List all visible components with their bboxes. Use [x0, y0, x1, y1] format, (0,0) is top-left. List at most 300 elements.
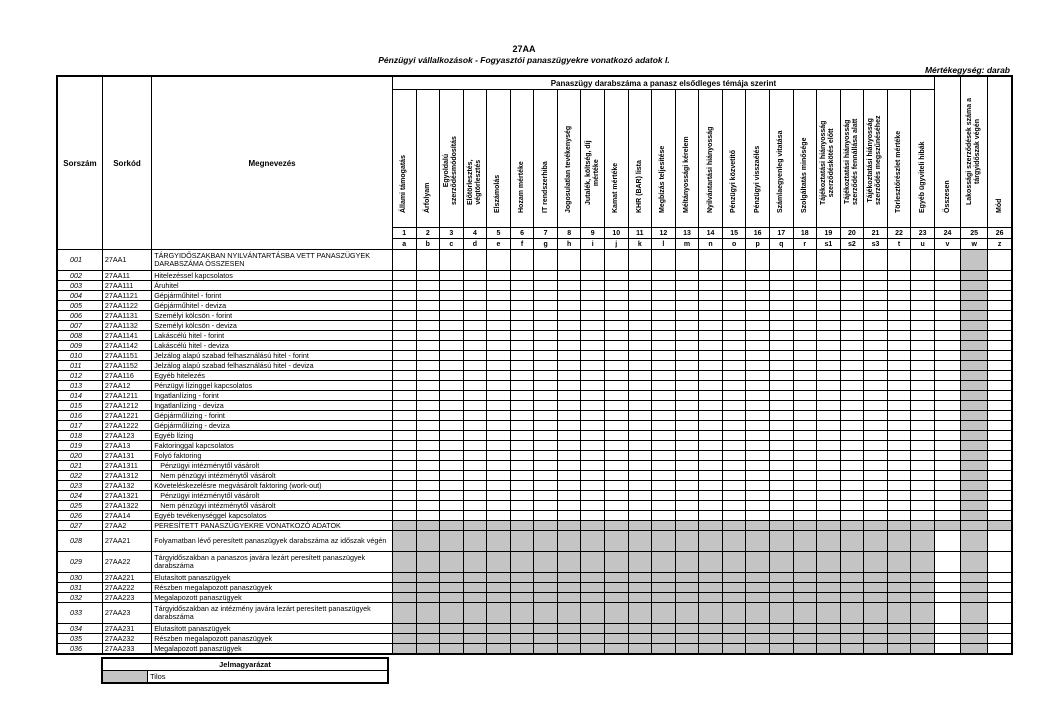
data-cell[interactable] [534, 511, 558, 521]
data-cell[interactable] [934, 481, 960, 491]
data-cell[interactable] [605, 421, 629, 431]
data-cell[interactable] [605, 481, 629, 491]
data-cell[interactable] [463, 361, 487, 371]
data-cell[interactable] [988, 281, 1012, 291]
data-cell[interactable] [510, 411, 534, 421]
data-cell[interactable] [440, 321, 464, 331]
data-cell[interactable] [557, 381, 581, 391]
data-cell[interactable] [817, 481, 841, 491]
data-cell[interactable] [746, 411, 770, 421]
data-cell[interactable] [534, 271, 558, 281]
data-cell[interactable] [746, 331, 770, 341]
data-cell[interactable] [440, 411, 464, 421]
data-cell[interactable] [605, 271, 629, 281]
data-cell[interactable] [487, 381, 511, 391]
data-cell[interactable] [840, 391, 864, 401]
data-cell[interactable] [440, 441, 464, 451]
data-cell[interactable] [864, 391, 888, 401]
data-cell[interactable] [628, 431, 652, 441]
data-cell[interactable] [793, 461, 817, 471]
data-cell[interactable] [510, 291, 534, 301]
data-cell[interactable] [557, 271, 581, 281]
data-cell[interactable] [817, 271, 841, 281]
data-cell[interactable] [722, 381, 746, 391]
data-cell[interactable] [605, 301, 629, 311]
data-cell[interactable] [699, 250, 723, 271]
data-cell[interactable] [864, 271, 888, 281]
data-cell[interactable] [605, 351, 629, 361]
data-cell[interactable] [440, 250, 464, 271]
data-cell[interactable] [722, 250, 746, 271]
data-cell[interactable] [557, 361, 581, 371]
data-cell[interactable] [534, 391, 558, 401]
data-cell[interactable] [840, 311, 864, 321]
data-cell[interactable] [628, 471, 652, 481]
data-cell[interactable] [557, 501, 581, 511]
data-cell[interactable] [699, 391, 723, 401]
data-cell[interactable] [628, 351, 652, 361]
data-cell[interactable] [988, 351, 1012, 361]
data-cell[interactable] [581, 431, 605, 441]
data-cell[interactable] [440, 271, 464, 281]
data-cell[interactable] [911, 471, 935, 481]
data-cell[interactable] [887, 401, 911, 411]
data-cell[interactable] [793, 451, 817, 461]
data-cell[interactable] [911, 271, 935, 281]
data-cell[interactable] [557, 331, 581, 341]
data-cell[interactable] [581, 281, 605, 291]
data-cell[interactable] [534, 471, 558, 481]
data-cell[interactable] [722, 401, 746, 411]
data-cell[interactable] [988, 411, 1012, 421]
data-cell[interactable] [840, 491, 864, 501]
data-cell[interactable] [746, 421, 770, 431]
data-cell[interactable] [840, 301, 864, 311]
data-cell[interactable] [769, 441, 793, 451]
data-cell[interactable] [746, 351, 770, 361]
data-cell[interactable] [769, 511, 793, 521]
data-cell[interactable] [581, 411, 605, 421]
data-cell[interactable] [675, 401, 699, 411]
data-cell[interactable] [746, 441, 770, 451]
data-cell[interactable] [746, 371, 770, 381]
data-cell[interactable] [793, 271, 817, 281]
data-cell[interactable] [934, 634, 960, 644]
data-cell[interactable] [440, 431, 464, 441]
data-cell[interactable] [840, 471, 864, 481]
data-cell[interactable] [817, 391, 841, 401]
data-cell[interactable] [652, 250, 676, 271]
data-cell[interactable] [675, 491, 699, 501]
data-cell[interactable] [675, 451, 699, 461]
data-cell[interactable] [487, 311, 511, 321]
data-cell[interactable] [534, 421, 558, 431]
data-cell[interactable] [510, 481, 534, 491]
data-cell[interactable] [911, 451, 935, 461]
data-cell[interactable] [864, 331, 888, 341]
data-cell[interactable] [510, 461, 534, 471]
data-cell[interactable] [699, 301, 723, 311]
data-cell[interactable] [416, 281, 440, 291]
data-cell[interactable] [988, 491, 1012, 501]
data-cell[interactable] [817, 351, 841, 361]
data-cell[interactable] [392, 371, 416, 381]
data-cell[interactable] [628, 461, 652, 471]
data-cell[interactable] [911, 281, 935, 291]
data-cell[interactable] [510, 311, 534, 321]
data-cell[interactable] [487, 341, 511, 351]
data-cell[interactable] [988, 501, 1012, 511]
data-cell[interactable] [699, 381, 723, 391]
data-cell[interactable] [864, 351, 888, 361]
data-cell[interactable] [675, 421, 699, 431]
data-cell[interactable] [487, 411, 511, 421]
data-cell[interactable] [534, 401, 558, 411]
data-cell[interactable] [793, 511, 817, 521]
data-cell[interactable] [675, 441, 699, 451]
data-cell[interactable] [934, 583, 960, 593]
data-cell[interactable] [887, 271, 911, 281]
data-cell[interactable] [793, 441, 817, 451]
data-cell[interactable] [793, 250, 817, 271]
data-cell[interactable] [557, 351, 581, 361]
data-cell[interactable] [911, 491, 935, 501]
data-cell[interactable] [392, 331, 416, 341]
data-cell[interactable] [911, 501, 935, 511]
data-cell[interactable] [887, 291, 911, 301]
data-cell[interactable] [934, 451, 960, 461]
data-cell[interactable] [510, 471, 534, 481]
data-cell[interactable] [463, 321, 487, 331]
data-cell[interactable] [988, 421, 1012, 431]
data-cell[interactable] [463, 311, 487, 321]
data-cell[interactable] [864, 401, 888, 411]
data-cell[interactable] [864, 471, 888, 481]
data-cell[interactable] [934, 461, 960, 471]
data-cell[interactable] [440, 341, 464, 351]
data-cell[interactable] [510, 381, 534, 391]
data-cell[interactable] [605, 331, 629, 341]
data-cell[interactable] [652, 411, 676, 421]
data-cell[interactable] [864, 301, 888, 311]
data-cell[interactable] [840, 331, 864, 341]
data-cell[interactable] [605, 391, 629, 401]
data-cell[interactable] [769, 501, 793, 511]
data-cell[interactable] [864, 511, 888, 521]
data-cell[interactable] [605, 381, 629, 391]
data-cell[interactable] [652, 421, 676, 431]
data-cell[interactable] [864, 441, 888, 451]
data-cell[interactable] [793, 491, 817, 501]
data-cell[interactable] [510, 431, 534, 441]
data-cell[interactable] [699, 421, 723, 431]
data-cell[interactable] [557, 441, 581, 451]
data-cell[interactable] [746, 511, 770, 521]
data-cell[interactable] [581, 511, 605, 521]
data-cell[interactable] [392, 311, 416, 321]
data-cell[interactable] [699, 411, 723, 421]
data-cell[interactable] [675, 341, 699, 351]
data-cell[interactable] [463, 331, 487, 341]
data-cell[interactable] [652, 491, 676, 501]
data-cell[interactable] [769, 271, 793, 281]
data-cell[interactable] [722, 501, 746, 511]
data-cell[interactable] [392, 441, 416, 451]
data-cell[interactable] [675, 361, 699, 371]
data-cell[interactable] [628, 441, 652, 451]
data-cell[interactable] [392, 341, 416, 351]
data-cell[interactable] [581, 451, 605, 461]
data-cell[interactable] [988, 552, 1012, 573]
data-cell[interactable] [534, 371, 558, 381]
data-cell[interactable] [934, 501, 960, 511]
data-cell[interactable] [746, 461, 770, 471]
data-cell[interactable] [746, 391, 770, 401]
data-cell[interactable] [934, 291, 960, 301]
data-cell[interactable] [463, 381, 487, 391]
data-cell[interactable] [463, 481, 487, 491]
data-cell[interactable] [934, 421, 960, 431]
data-cell[interactable] [988, 583, 1012, 593]
data-cell[interactable] [864, 431, 888, 441]
data-cell[interactable] [675, 431, 699, 441]
data-cell[interactable] [392, 451, 416, 461]
data-cell[interactable] [817, 371, 841, 381]
data-cell[interactable] [817, 341, 841, 351]
data-cell[interactable] [675, 461, 699, 471]
data-cell[interactable] [534, 431, 558, 441]
data-cell[interactable] [988, 624, 1012, 634]
data-cell[interactable] [628, 311, 652, 321]
data-cell[interactable] [628, 381, 652, 391]
data-cell[interactable] [581, 271, 605, 281]
data-cell[interactable] [840, 351, 864, 361]
data-cell[interactable] [534, 441, 558, 451]
data-cell[interactable] [510, 511, 534, 521]
data-cell[interactable] [557, 281, 581, 291]
data-cell[interactable] [793, 471, 817, 481]
data-cell[interactable] [793, 411, 817, 421]
data-cell[interactable] [628, 511, 652, 521]
data-cell[interactable] [746, 431, 770, 441]
data-cell[interactable] [722, 281, 746, 291]
data-cell[interactable] [652, 301, 676, 311]
data-cell[interactable] [746, 271, 770, 281]
data-cell[interactable] [817, 381, 841, 391]
data-cell[interactable] [817, 291, 841, 301]
data-cell[interactable] [628, 291, 652, 301]
data-cell[interactable] [416, 441, 440, 451]
data-cell[interactable] [534, 481, 558, 491]
data-cell[interactable] [722, 441, 746, 451]
data-cell[interactable] [416, 291, 440, 301]
data-cell[interactable] [699, 291, 723, 301]
data-cell[interactable] [840, 321, 864, 331]
data-cell[interactable] [887, 431, 911, 441]
data-cell[interactable] [628, 391, 652, 401]
data-cell[interactable] [652, 391, 676, 401]
data-cell[interactable] [510, 351, 534, 361]
data-cell[interactable] [887, 511, 911, 521]
data-cell[interactable] [463, 421, 487, 431]
data-cell[interactable] [988, 573, 1012, 583]
data-cell[interactable] [934, 271, 960, 281]
data-cell[interactable] [887, 421, 911, 431]
data-cell[interactable] [392, 491, 416, 501]
data-cell[interactable] [652, 351, 676, 361]
data-cell[interactable] [840, 271, 864, 281]
data-cell[interactable] [988, 250, 1012, 271]
data-cell[interactable] [510, 371, 534, 381]
data-cell[interactable] [864, 291, 888, 301]
data-cell[interactable] [769, 301, 793, 311]
data-cell[interactable] [392, 271, 416, 281]
data-cell[interactable] [510, 501, 534, 511]
data-cell[interactable] [699, 431, 723, 441]
data-cell[interactable] [487, 441, 511, 451]
data-cell[interactable] [463, 341, 487, 351]
data-cell[interactable] [864, 361, 888, 371]
data-cell[interactable] [416, 341, 440, 351]
data-cell[interactable] [487, 371, 511, 381]
data-cell[interactable] [934, 381, 960, 391]
data-cell[interactable] [534, 331, 558, 341]
data-cell[interactable] [675, 271, 699, 281]
data-cell[interactable] [817, 421, 841, 431]
data-cell[interactable] [988, 391, 1012, 401]
data-cell[interactable] [864, 481, 888, 491]
data-cell[interactable] [416, 431, 440, 441]
data-cell[interactable] [769, 361, 793, 371]
data-cell[interactable] [699, 481, 723, 491]
data-cell[interactable] [911, 441, 935, 451]
data-cell[interactable] [699, 461, 723, 471]
data-cell[interactable] [628, 281, 652, 291]
data-cell[interactable] [628, 361, 652, 371]
data-cell[interactable] [440, 351, 464, 361]
data-cell[interactable] [605, 311, 629, 321]
data-cell[interactable] [934, 250, 960, 271]
data-cell[interactable] [463, 501, 487, 511]
data-cell[interactable] [988, 451, 1012, 461]
data-cell[interactable] [487, 461, 511, 471]
data-cell[interactable] [440, 471, 464, 481]
data-cell[interactable] [440, 281, 464, 291]
data-cell[interactable] [988, 593, 1012, 603]
data-cell[interactable] [463, 250, 487, 271]
data-cell[interactable] [864, 281, 888, 291]
data-cell[interactable] [793, 421, 817, 431]
data-cell[interactable] [840, 481, 864, 491]
data-cell[interactable] [487, 431, 511, 441]
data-cell[interactable] [911, 461, 935, 471]
data-cell[interactable] [769, 351, 793, 361]
data-cell[interactable] [605, 250, 629, 271]
data-cell[interactable] [534, 341, 558, 351]
data-cell[interactable] [864, 381, 888, 391]
data-cell[interactable] [746, 250, 770, 271]
data-cell[interactable] [934, 311, 960, 321]
data-cell[interactable] [840, 361, 864, 371]
data-cell[interactable] [510, 321, 534, 331]
data-cell[interactable] [392, 291, 416, 301]
data-cell[interactable] [652, 311, 676, 321]
data-cell[interactable] [534, 501, 558, 511]
data-cell[interactable] [793, 321, 817, 331]
data-cell[interactable] [699, 441, 723, 451]
data-cell[interactable] [652, 371, 676, 381]
data-cell[interactable] [605, 441, 629, 451]
data-cell[interactable] [793, 331, 817, 341]
data-cell[interactable] [887, 281, 911, 291]
data-cell[interactable] [887, 491, 911, 501]
data-cell[interactable] [557, 401, 581, 411]
data-cell[interactable] [840, 281, 864, 291]
data-cell[interactable] [534, 361, 558, 371]
data-cell[interactable] [652, 431, 676, 441]
data-cell[interactable] [911, 411, 935, 421]
data-cell[interactable] [769, 421, 793, 431]
data-cell[interactable] [557, 431, 581, 441]
data-cell[interactable] [581, 481, 605, 491]
data-cell[interactable] [722, 311, 746, 321]
data-cell[interactable] [510, 301, 534, 311]
data-cell[interactable] [988, 401, 1012, 411]
data-cell[interactable] [699, 321, 723, 331]
data-cell[interactable] [988, 461, 1012, 471]
data-cell[interactable] [746, 341, 770, 351]
data-cell[interactable] [534, 451, 558, 461]
data-cell[interactable] [887, 341, 911, 351]
data-cell[interactable] [934, 624, 960, 634]
data-cell[interactable] [746, 361, 770, 371]
data-cell[interactable] [840, 411, 864, 421]
data-cell[interactable] [392, 391, 416, 401]
data-cell[interactable] [699, 341, 723, 351]
data-cell[interactable] [463, 451, 487, 461]
data-cell[interactable] [793, 361, 817, 371]
data-cell[interactable] [487, 351, 511, 361]
data-cell[interactable] [864, 321, 888, 331]
data-cell[interactable] [392, 381, 416, 391]
data-cell[interactable] [769, 331, 793, 341]
data-cell[interactable] [793, 371, 817, 381]
data-cell[interactable] [840, 371, 864, 381]
data-cell[interactable] [722, 341, 746, 351]
data-cell[interactable] [605, 321, 629, 331]
data-cell[interactable] [463, 511, 487, 521]
data-cell[interactable] [934, 573, 960, 583]
data-cell[interactable] [581, 401, 605, 411]
data-cell[interactable] [817, 491, 841, 501]
data-cell[interactable] [605, 291, 629, 301]
data-cell[interactable] [746, 381, 770, 391]
data-cell[interactable] [605, 431, 629, 441]
data-cell[interactable] [605, 471, 629, 481]
data-cell[interactable] [934, 391, 960, 401]
data-cell[interactable] [628, 421, 652, 431]
data-cell[interactable] [887, 371, 911, 381]
data-cell[interactable] [416, 331, 440, 341]
data-cell[interactable] [392, 301, 416, 311]
data-cell[interactable] [769, 321, 793, 331]
data-cell[interactable] [581, 501, 605, 511]
data-cell[interactable] [934, 321, 960, 331]
data-cell[interactable] [440, 481, 464, 491]
data-cell[interactable] [934, 441, 960, 451]
data-cell[interactable] [557, 451, 581, 461]
data-cell[interactable] [487, 511, 511, 521]
